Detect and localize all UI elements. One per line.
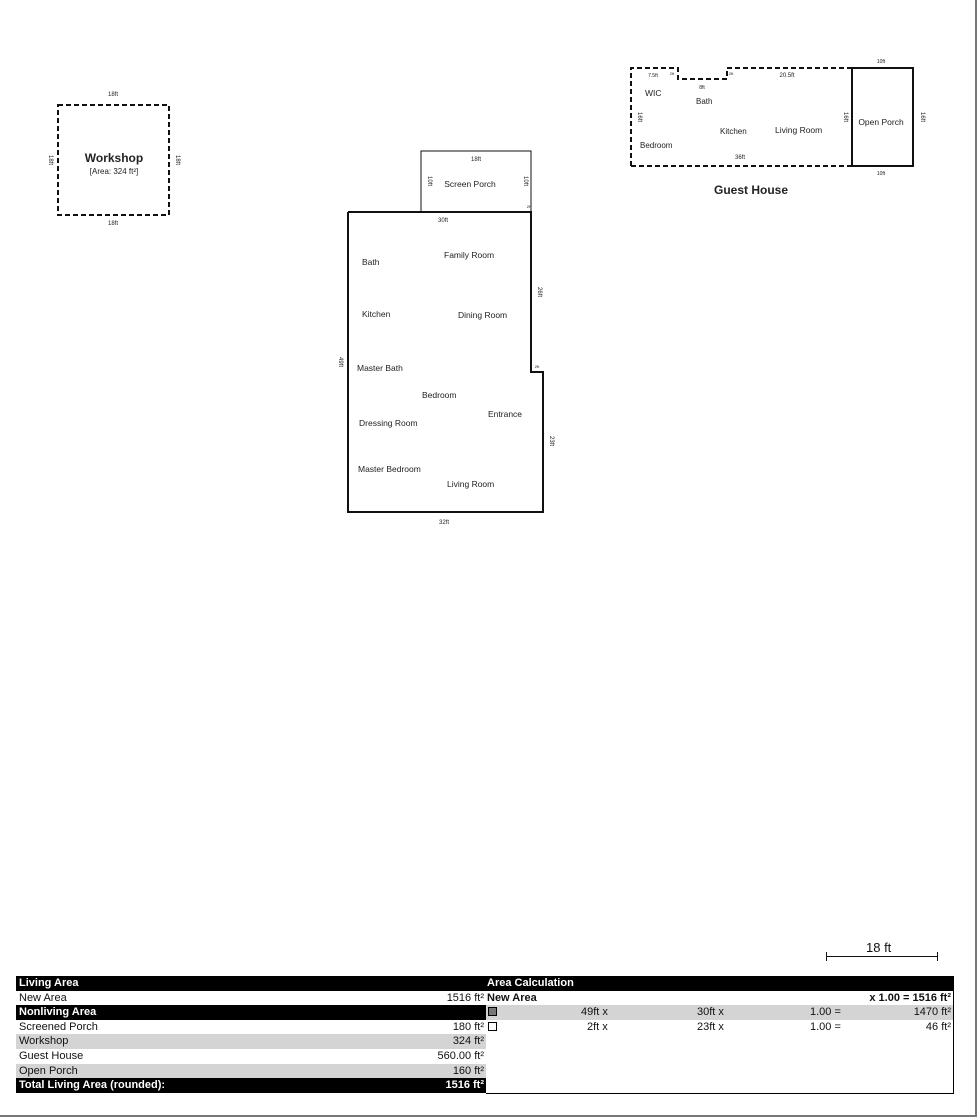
workshop-dim-bottom: 18ft (107, 221, 119, 227)
room-label: Kitchen (720, 127, 747, 136)
main-house-drawing (337, 151, 554, 526)
workshop-dim-top: 18ft (107, 92, 119, 98)
guest-house-drawing (631, 59, 925, 197)
gh-dim-wic-notch: 2ft (669, 71, 675, 76)
open-porch-label: Open Porch (858, 117, 904, 127)
gh-porch-dim-top: 10ft (876, 59, 886, 65)
table-row: Guest House 560.00 ft² (19, 1050, 484, 1062)
gh-dim-bath-top: 8ft (699, 85, 705, 91)
area-calculation-table (486, 976, 954, 1094)
gh-dim-notch2: 2ft (728, 71, 734, 76)
gh-porch-dim-bottom: 10ft (876, 171, 886, 177)
room-label: Kitchen (362, 309, 391, 319)
house-dim-right-upper: 26ft (536, 286, 542, 298)
area-calculation-header: Area Calculation (486, 976, 954, 991)
room-label: Family Room (444, 250, 495, 260)
porch-dim-notch: 2ft (526, 204, 532, 209)
table-row: Open Porch 160 ft² (16, 1064, 486, 1079)
calc-row-checkbox[interactable] (488, 1022, 497, 1031)
table-row: Workshop 324 ft² (16, 1034, 486, 1049)
table-row: 49ft x 30ft x 1.00 = 1470 ft² (486, 1005, 953, 1020)
table-row: 2ft x 23ft x 1.00 = 46 ft² (486, 1020, 953, 1035)
gh-porch-dim-right: 16ft (919, 111, 925, 123)
room-label: Bedroom (422, 390, 457, 400)
porch-dim-right: 10ft (522, 175, 528, 187)
gh-dim-left: 16ft (636, 111, 642, 123)
gh-dim-top-right: 20.5ft (779, 73, 795, 79)
living-area-header: Living Area (16, 976, 486, 991)
calc-row-checkbox[interactable] (488, 1007, 497, 1016)
table-row: New Area 1516 ft² (19, 991, 484, 1004)
nonliving-area-header: Nonliving Area (16, 1005, 486, 1020)
workshop-title: Workshop (84, 151, 144, 165)
gh-dim-bottom: 36ft (734, 155, 746, 161)
workshop-drawing (47, 92, 180, 227)
guest-house-outline (631, 68, 852, 166)
scale-tick-right (937, 952, 938, 961)
room-label: Dining Room (458, 310, 508, 320)
workshop-area-note: [Area: 324 ft²] (89, 167, 139, 176)
room-label: Bath (696, 97, 713, 106)
room-label: Dressing Room (359, 418, 418, 428)
room-label: Living Room (775, 125, 823, 135)
scale-label: 18 ft (866, 940, 892, 955)
porch-dim-left: 10ft (426, 175, 432, 187)
porch-dim-top: 18ft (470, 157, 482, 163)
room-label: Bedroom (640, 141, 673, 150)
room-label: Entrance (488, 409, 523, 419)
house-dim-bottom: 32ft (438, 520, 450, 526)
scale-bar (826, 956, 938, 957)
room-label: Bath (362, 257, 380, 267)
guest-house-title: Guest House (713, 183, 789, 197)
total-living-area-row: Total Living Area (rounded): 1516 ft² (16, 1078, 486, 1093)
room-label: Master Bedroom (358, 464, 421, 474)
room-label: Living Room (447, 479, 495, 489)
house-dim-left: 49ft (337, 356, 343, 368)
gh-dim-right: 16ft (842, 111, 848, 123)
scale-tick-left (826, 952, 827, 961)
room-label: Master Bath (357, 363, 403, 373)
gh-dim-wic-top: 7.5ft (648, 73, 658, 79)
house-dim-top: 30ft (437, 218, 449, 224)
room-label: WIC (645, 88, 662, 98)
workshop-dim-right: 18ft (174, 154, 180, 166)
house-dim-notch: 2ft (534, 364, 540, 369)
house-dim-right-lower: 23ft (548, 435, 554, 447)
workshop-dim-left: 18ft (47, 154, 53, 166)
area-calc-group-row: New Area x 1.00 = 1516 ft² (487, 991, 951, 1004)
screen-porch-label: Screen Porch (444, 179, 496, 189)
table-row: Screened Porch 180 ft² (19, 1020, 484, 1033)
